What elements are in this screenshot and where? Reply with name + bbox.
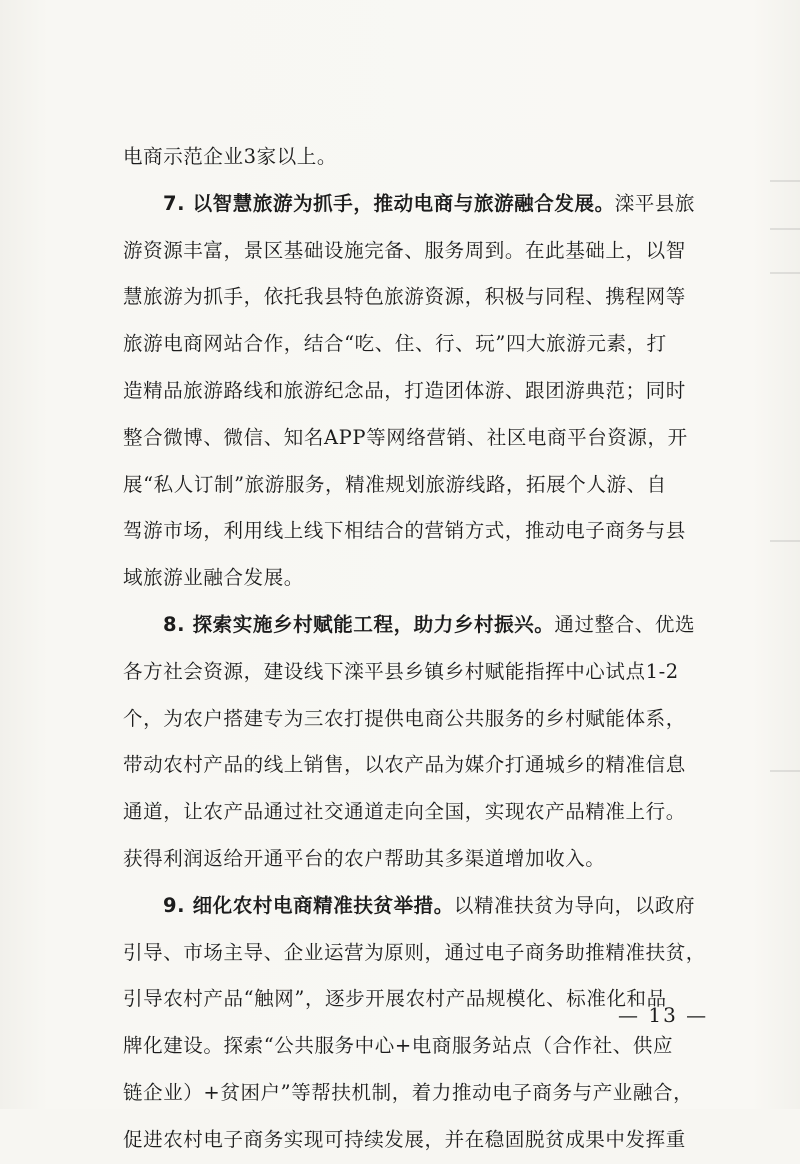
text-line [123,696,723,743]
section-heading: 7. 以智慧旅游为抓手，推动电商与旅游融合发展。 [163,191,615,215]
text-line [123,836,723,883]
section-heading-line [123,181,723,228]
scan-bleed-mark [770,540,800,542]
line-text: 个，为农户搭建专为三农打提供电商公共服务的乡村赋能体系， [123,706,686,730]
line-text: 获得利润返给开通平台的农户帮助其多渠道增加收入。 [123,846,606,870]
text-line [123,274,723,321]
line-text: 引导农村产品“触网”，逐步开展农村产品规模化、标准化和品 [123,987,667,1011]
line-text: 游资源丰富，景区基础设施完备、服务周到。在此基础上，以智 [123,238,686,262]
line-text: 促进农村电子商务实现可持续发展，并在稳固脱贫成果中发挥重 [123,1127,686,1151]
line-text: 慧旅游为抓手，依托我县特色旅游资源，积极与同程、携程网等 [123,285,686,309]
scan-bleed-mark [770,770,800,772]
line-text: 驾游市场，利用线上线下相结合的营销方式，推动电子商务与县 [123,519,686,543]
page-number: — 13 — [618,1003,709,1027]
line-text: 整合微博、微信、知名APP等网络营销、社区电商平台资源，开 [123,425,688,449]
line-text: 滦平县旅 [614,191,696,215]
text-line [123,134,723,181]
line-text: 电商示范企业3家以上。 [123,145,338,168]
text-line [123,1070,723,1117]
line-text: 旅游电商网站合作，结合“吃、住、行、玩”四大旅游元素，打 [123,332,667,356]
line-text: 域旅游业融合发展。 [123,566,304,590]
text-line [123,321,723,368]
text-line [123,555,723,602]
section-heading-line [123,883,723,930]
text-line [123,368,723,415]
section-heading: 8. 探索实施乡村赋能工程，助力乡村振兴。 [163,612,555,636]
scan-bleed-mark [770,180,800,182]
section-heading: 9. 细化农村电商精准扶贫举措。 [163,893,454,917]
line-text: 链企业）+贫困户”等帮扶机制，着力推动电子商务与产业融合， [123,1080,694,1104]
text-line [123,649,723,696]
text-line [123,415,723,462]
line-text: 通过整合、优选 [554,612,696,636]
text-line [123,228,723,275]
line-text: 引导、市场主导、企业运营为原则，通过电子商务助推精准扶贫， [123,940,706,964]
text-line [123,789,723,836]
text-line [123,1117,723,1164]
scan-bleed-mark [770,272,800,274]
line-text: 带动农村产品的线上销售，以农产品为媒介打通城乡的精准信息 [123,753,686,777]
line-text: 各方社会资源，建设线下滦平县乡镇乡村赋能指挥中心试点1-2 [123,659,679,683]
line-text: 以精准扶贫为导向，以政府 [453,893,696,917]
text-line [123,462,723,509]
line-text: 通道，让农产品通过社交通道走向全国，实现农产品精准上行。 [123,800,686,824]
text-line [123,1023,723,1070]
line-text: 造精品旅游路线和旅游纪念品，打造团体游、跟团游典范；同时 [123,378,686,402]
line-text: 牌化建设。探索“公共服务中心+电商服务站点（合作社、供应 [123,1034,674,1058]
text-line [123,930,723,977]
text-line [123,508,723,555]
section-heading-line [123,602,723,649]
scan-bleed-mark [770,228,800,230]
text-line [123,742,723,789]
line-text: 展“私人订制”旅游服务，精准规划旅游线路，拓展个人游、自 [123,472,667,496]
